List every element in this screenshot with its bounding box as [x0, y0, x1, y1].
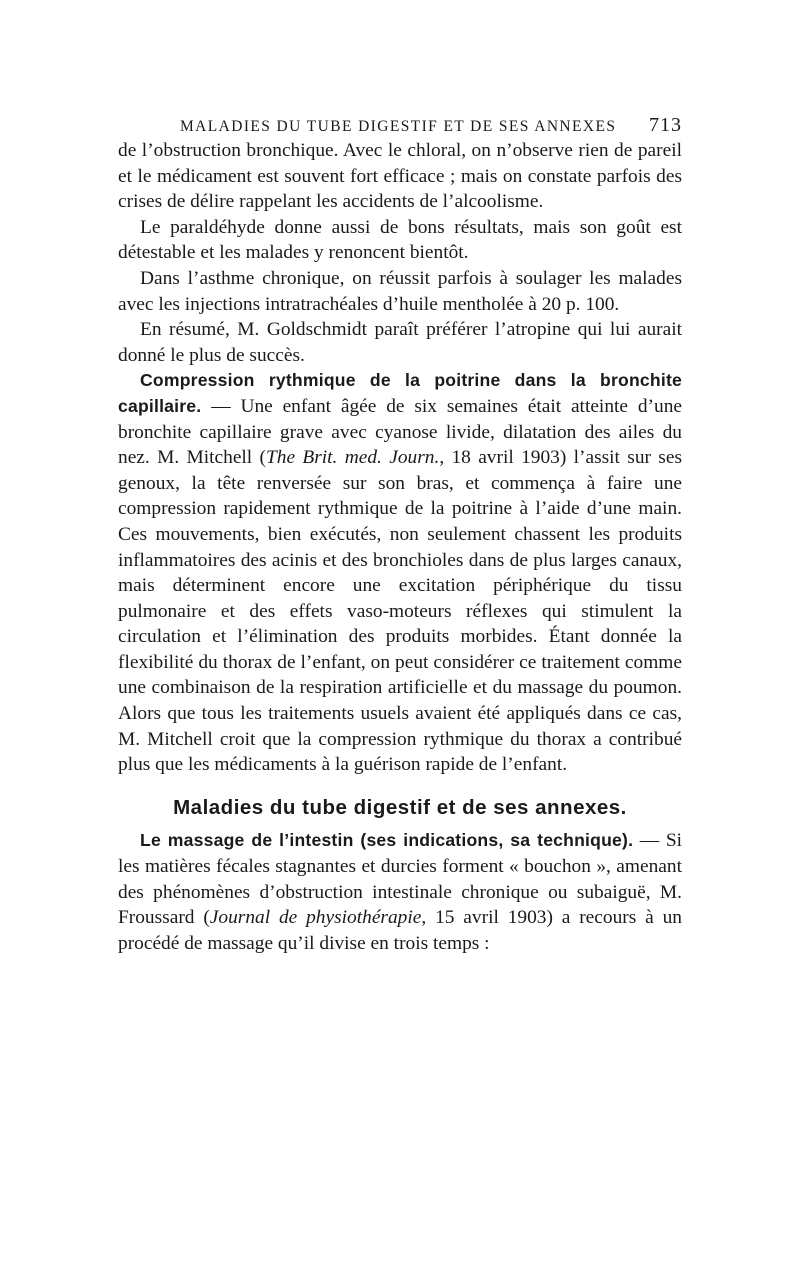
journal-citation: Journal de physiothérapie	[209, 907, 422, 929]
paragraph-text: — Une enfant âgée de six semaines était atteinte d’une bronchite capillaire grave avec cyanose livide, dilatation des ailes du nez. M. Mitchell (	[118, 395, 682, 469]
paragraph-massage-intestin	[118, 828, 682, 956]
paragraph-resume: En résumé, M. Goldschmidt paraît préférer l’atropine qui lui aurait donné le plus de succès.	[118, 319, 682, 366]
book-page	[118, 108, 682, 956]
section-title: Maladies du tube digestif et de ses annexes.	[173, 795, 627, 819]
journal-citation: The Brit. med. Journ.	[265, 447, 440, 469]
paragraph-paraldehyde: Le paraldéhyde donne aussi de bons résultats, mais son goût est détestable et les malades y renoncent bientôt.	[118, 216, 682, 264]
paragraph-text: , 15 avril 1903) a recours à un procédé de massage qu’il divise en trois temps :	[118, 907, 682, 954]
running-title: MALADIES DU TUBE DIGESTIF ET DE SES ANNEXES	[180, 118, 617, 135]
running-header	[118, 108, 682, 138]
runin-heading-compression: Compression rythmique de la poitrine dans la bronchite capillaire.	[118, 370, 682, 416]
runin-heading-massage: Le massage de l’intestin (ses indications, sa technique).	[140, 830, 634, 851]
paragraph-compression-rythmique	[118, 368, 682, 778]
page-number: 713	[649, 114, 682, 136]
paragraph-chloral: de l’obstruction bronchique. Avec le chloral, on n’observe rien de pareil et le médicament est souvent fort efficace ; mais on constate parfois des crises de délire rappelant les accidents de l’alcoolisme.	[118, 140, 682, 213]
paragraph-asthme-chronique: Dans l’asthme chronique, on réussit parfois à soulager les malades avec les injections intratrachéales d’huile mentholée à 20 p. 100.	[118, 267, 682, 315]
paragraph-text: , 18 avril 1903) l’assit sur ses genoux, la tête renversée sur son bras, et commença à faire une compression rapidement rythmique de la poitrine à l’aide d’une main. Ces mouvements, bien exécutés, non seulement chassent les produits inflammatoires des acinis et des bronchioles dans de plus larges canaux, mais déterminent encore une excitation périphérique du tissu pulmonaire et des effets vaso-moteurs réflexes qui stimulent la circulation et l’élimination des produits morbides. Étant donnée la flexibilité du thorax de l’enfant, on peut considérer ce traitement comme une combinaison de la respiration artificielle et du massage du poumon. Alors que tous les traitements usuels avaient été appliqués dans ce cas, M. Mitchell croit que la compression rythmique du thorax a contribué plus que les médicaments à la guérison rapide de l’enfant.	[118, 447, 682, 776]
body-text	[118, 138, 682, 956]
paragraph-text: — Si les matières fécales stagnantes et durcies forment « bouchon », amenant des phénomènes d’obstruction intestinale chronique ou subaiguë, M. Froussard (	[118, 830, 682, 929]
